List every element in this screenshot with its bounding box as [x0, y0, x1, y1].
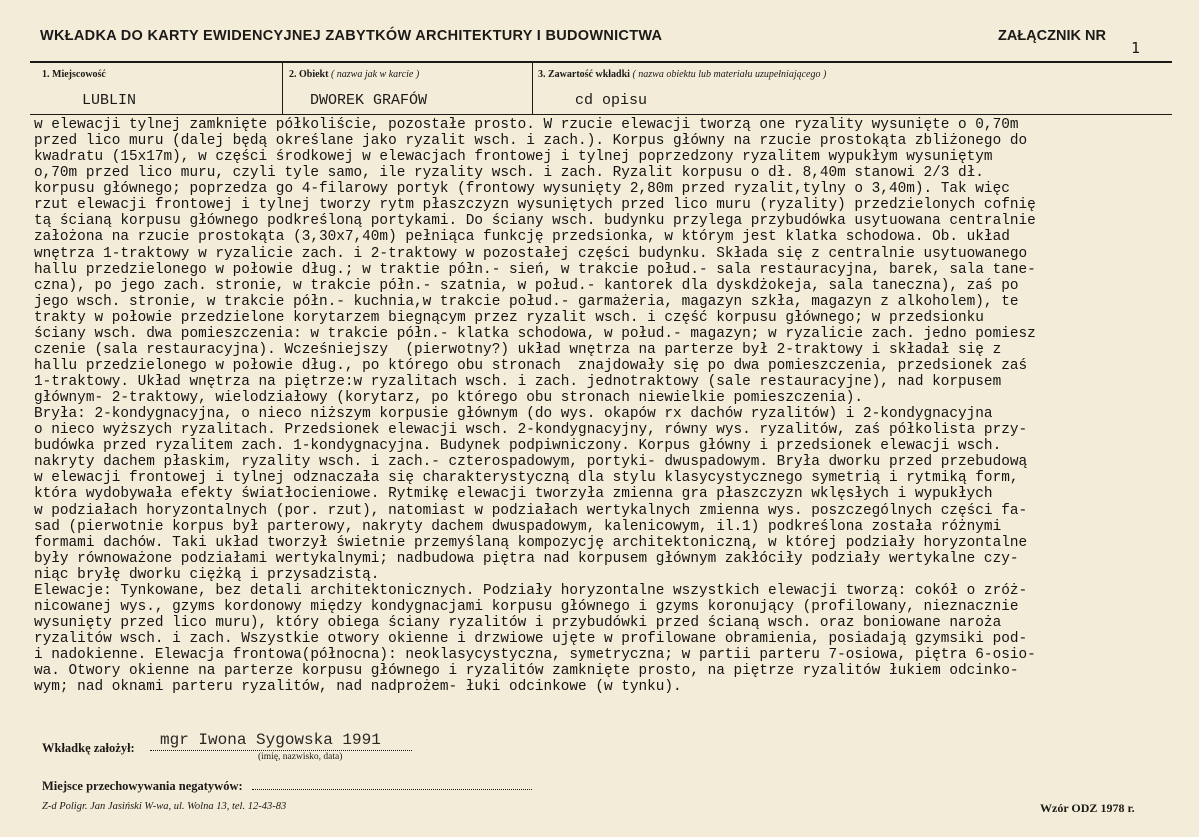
text-line: budówka przed ryzalitem zach. 1-kondygnacyjna. Budynek podpiwniczony. Korpus główny i przedsionek elewacji wsch. — [34, 438, 1002, 455]
text-line: sad (pierwotnie korpus był parterowy, nakryty dachem dwuspadowym, kalenicowym, il.1) podkreślona została różnymi — [34, 518, 1002, 535]
text-line: o nieco wyższych ryzalitach. Przedsionek elewacji wsch. 2-kondygnacyjny, równy wys. ryzalitów, zaś półkolista przy- — [34, 422, 1028, 439]
object-value: DWOREK GRAFÓW — [310, 92, 428, 109]
attachment-number: 1 — [1131, 39, 1141, 57]
text-line: przed lico muru (dalej będą określane jako ryzalit wsch. i zach.). Korpus główny na rzucie prostokąta zbliżonego do — [34, 133, 1028, 150]
text-line: w elewacji tylnej zamknięte półkoliście, pozostałe prosto. W rzucie elewacji tworzą one ryzality wysunięte o 0,70m — [34, 117, 1019, 133]
text-line: Elewacje: Tynkowane, bez detali architektonicznych. Podziały horyzontalne wszystkich elewacji tworzą: cokół o zróż- — [34, 582, 1028, 599]
text-line: wysunięty przed lico muru), który obiega ściany ryzalitów i przybudówki przed ścianą wsch. oraz boniowane naroża — [34, 614, 1002, 631]
content-hint: ( nazwa obiektu lub materiału uzupełniającego ) — [632, 69, 827, 80]
text-line: niąc bryłę dworku ciężką i przysadzistą. — [34, 566, 380, 583]
negatives-dotted-line — [252, 789, 532, 790]
attachment-label: ZAŁĄCZNIK NR — [998, 28, 1106, 44]
text-line: jego wsch. stronie, w trakcie półn.- kuchnia,w trakcie połud.- garmażeria, magazyn szkła, magazyn z alkoholem), te — [34, 293, 1019, 310]
text-line: ryzalitów wsch. i zach. Wszystkie otwory okienne i drzwiowe ujęte w profilowane obramienia, posiadają gzymsiki pod- — [34, 631, 1028, 647]
author-label: Wkładkę założył: — [42, 741, 135, 755]
text-line: ściany wsch. dwa pomieszczenia: w trakcie półn.- klatka schodowa, w połud.- magazyn; w ryzalicie zach. jedno pomiesz — [34, 325, 1036, 342]
text-line: nicowanej wys., gzyms kordonowy między kondygnacjami korpusu głównego i gzyms koronujący (profilowany, nieznacznie — [34, 598, 1019, 615]
text-line: hallu przedzielonego w połowie dług.; w traktie półn.- sień, w trakcie połud.- sala restauracyjna, barek, sala tane- — [34, 261, 1036, 278]
object-label: 2. Obiekt ( nazwa jak w karcie ) — [289, 69, 420, 80]
form-title: WKŁADKA DO KARTY EWIDENCYJNEJ ZABYTKÓW ARCHITEKTURY I BUDOWNICTWA — [40, 28, 663, 44]
typed-description — [34, 117, 1199, 695]
text-line: Bryła: 2-kondygnacyjna, o nieco niższym korpusie głównym (do wys. okapów rx dachów ryzalitów) i 2-kondygnacyjna — [34, 406, 993, 423]
top-rule — [30, 61, 1172, 63]
text-line: trakty w połowie przedzielone korytarzem biegnącym przez ryzalit wsch. i część korpusu głównego; w przedsionku — [34, 309, 984, 326]
author-dotted-line — [150, 750, 412, 751]
text-line: o,70m przed lico muru, czyli tyle samo, ile ryzality wsch. i zach. Ryzalit korpusu o dł. 8,40m stanowi 2/3 dł. — [34, 165, 984, 182]
object-hint: ( nazwa jak w karcie ) — [330, 69, 420, 80]
text-line: wa. Otwory okienne na parterze korpusu głównego i ryzalitów zamknięte prosto, na piętrze ryzalitów łukiem odcinko- — [34, 663, 1019, 680]
text-line: która wydobywała efekty światłocieniowe. Rytmikę elewacji tworzyła zmienna gra płaszczyzn wklęsłych i wypukłych — [34, 486, 993, 503]
text-line: wnętrza 1-traktowy w ryzalicie zach. i 2-traktowy w pozostałej części budynku. Składa się z centralnie usytuowanego — [34, 245, 1028, 262]
text-line: w elewacji frontowej i tylnej odznaczała się charakterystyczną dla stylu klasycystycznego symetrią i rytmiką form, — [34, 470, 1019, 487]
author-hint: (imię, nazwisko, data) — [258, 752, 343, 762]
text-line: hallu przedzielonego w połowie dług., po którego obu stronach znajdowały się po dwa pomieszczenia, przedsionek zaś — [34, 357, 1028, 374]
text-line: formami dachów. Taki układ tworzył świetnie przemyślaną kompozycję architektoniczną, w której podziały horyzontalne — [34, 534, 1028, 551]
text-line: rzut elewacji frontowej i tylnej tworzy rytm płaszczyzn wysuniętych przed lico muru (ryzality) przedzielonych cofnię — [34, 197, 1036, 214]
text-line: 1-traktowy. Układ wnętrza na piętrze:w ryzalitach wsch. i zach. jednotraktowy (sale restauracyjne), nad korpusem — [34, 374, 1002, 390]
form-code: Wzór ODZ 1978 r. — [1040, 801, 1135, 815]
text-line: w podziałach horyzontalnych (por. rzut), natomiast w podziałach wertykalnych zmienna wys. poszczególnych części fa- — [34, 502, 1028, 519]
locality-value: LUBLIN — [82, 92, 137, 109]
negatives-label: Miejsce przechowywania negatywów: — [42, 779, 243, 793]
text-line: wym; nad oknami parteru ryzalitów, nad nadprożem- łuki odcinkowe (w tynku). — [34, 679, 682, 696]
text-line: kwadratu (15x17m), w części środkowej w elewacjach frontowej i tylnej poprzedzony ryzalitem wypukłym wysuniętym — [34, 149, 993, 166]
text-line: były równoważone podziałami wertykalnymi; nadbudowa piętra nad korpusem głównym zakłóciły podziały wertykalne czy- — [34, 550, 1019, 567]
text-line: tą ścianą korpusu głównego podkreśloną portykami. Do ściany wsch. budynku przylega przybudówka usytuowana centralnie — [34, 213, 1036, 230]
content-label: 3. Zawartość wkładki ( nazwa obiektu lub materiału uzupełniającego ) — [538, 69, 827, 80]
text-line: korpusu głównego; poprzedza go 4-filarowy portyk (frontowy wysunięty 2,80m przed ryzalit,tylny o 3,40m). Tak więc — [34, 181, 1010, 198]
field-divider-2 — [532, 63, 533, 115]
printer-imprint: Z-d Poligr. Jan Jasiński W-wa, ul. Wolna 13, tel. 12-43-83 — [42, 801, 287, 812]
fields-bottom-rule — [30, 114, 1172, 115]
text-line: i nadokienne. Elewacja frontowa(północna): neoklasycystyczna, symetryczna; w partii parteru 7-osiowa, piętra 6-osio- — [34, 647, 1036, 664]
content-value: cd opisu — [575, 92, 648, 109]
text-line: czna), po jego zach. stronie, w trakcie półn.- szatnia, w połud.- kantorek dla dyskdżokeja, sala taneczna), zaś po — [34, 277, 1019, 294]
locality-label: 1. Miejscowość — [42, 69, 106, 80]
field-divider-1 — [282, 63, 283, 115]
text-line: założona na rzucie prostokąta (3,30x7,40m) pełniąca funkcję przedsionka, w którym jest klatka schodowa. Ob. układ — [34, 229, 1010, 246]
text-line: głównym- 2-traktowy, wielodziałowy (korytarz, po którego obu stronach niewielkie pomieszczenia). — [34, 390, 864, 407]
author-value: mgr Iwona Sygowska 1991 — [160, 731, 381, 749]
text-line: nakryty dachem płaskim, ryzality wsch. i zach.- czterospadowym, portyki- dwuspadowym. Bryła dworku przed przebudową — [34, 454, 1028, 471]
text-line: czenie (sala restauracyjna). Wcześniejszy (pierwotny?) układ wnętrza na parterze był 2-traktowy i składał się z — [34, 341, 1002, 358]
